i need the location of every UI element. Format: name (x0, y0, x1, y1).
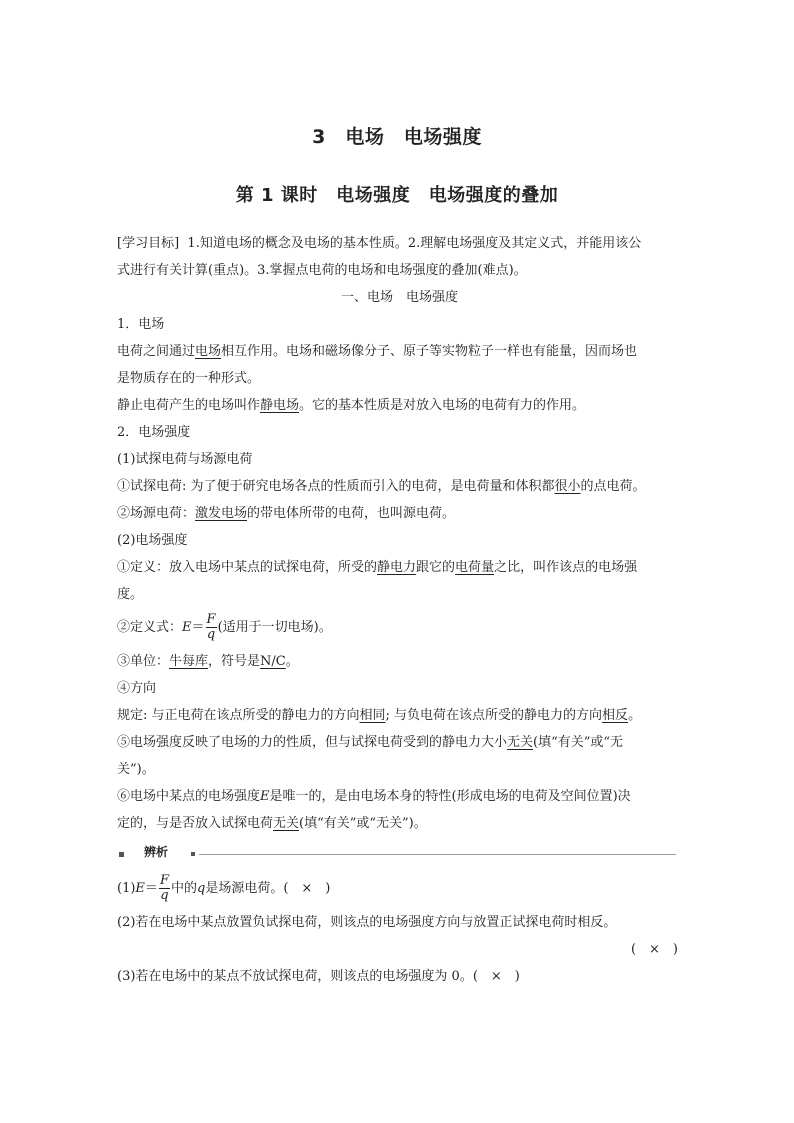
analysis-label: 辨析 (144, 845, 169, 859)
learning-goals-line-2: 式进行有关计算(重点)。3.掌握点电荷的电场和电场强度的叠加(难点)。 (117, 263, 527, 278)
analysis-question-3: (3)若在电场中的某点不放试探电荷，则该点的电场强度为 0。( × ) (117, 969, 520, 984)
paragraph-force-property: ⑤电场强度反映了电场的力的性质，但与试探电荷受到的静电力大小无关(填“有关”或“无 (117, 735, 624, 750)
paragraph-unit: ③单位：牛每库，符号是N/C。 (117, 654, 299, 669)
paragraph-direction: 规定: 与正电荷在该点所受的静电力的方向相同; 与负电荷在该点所受的静电力的方向相反。 (117, 708, 642, 723)
section-title: 一、电场 电场强度 (340, 290, 458, 305)
analysis-divider (117, 839, 682, 869)
analysis-question-1: (1)E＝ $\frac{F}{q}$ 中的q是场源电荷。( × ) (117, 873, 331, 903)
fraction-f-over-q: $\frac{F}{q}$ (159, 873, 169, 903)
heading-field-strength: 2．电场强度 (117, 425, 191, 440)
subheading-field-strength: (2)电场强度 (117, 533, 188, 548)
paragraph-definition: ①定义：放入电场中某点的试探电荷，所受的静电力跟它的电荷量之比，叫作该点的电场强 (117, 560, 638, 575)
main-content (117, 230, 682, 990)
heading-electric-field: 1．电场 (117, 317, 165, 332)
square-bullet-icon (119, 852, 124, 857)
paragraph-force-property-cont: 关”)。 (117, 762, 155, 777)
subheading-test-source-charge: (1)试探电荷与场源电荷 (117, 452, 253, 467)
paragraph-test-charge: ①试探电荷: 为了便于研究电场各点的性质而引入的电荷，是电荷量和体积都很小的点电荷。 (117, 479, 646, 494)
dot-bullet-icon (191, 852, 195, 856)
divider-rule (199, 854, 676, 855)
paragraph-electric-field-1: 电荷之间通过电场相互作用。电场和磁场像分子、原子等实物粒子一样也有能量，因而场也 (117, 344, 638, 359)
paragraph-uniqueness: ⑥电场中某点的电场强度E是唯一的，是由电场本身的特性(形成电场的电荷及空间位置)决 (117, 789, 631, 804)
paragraph-source-charge: ②场源电荷：激发电场的带电体所带的电荷，也叫源电荷。 (117, 506, 456, 521)
definition-formula: ②定义式：E＝ $\frac{F}{q}$ (适用于一切电场)。 (117, 612, 332, 642)
fraction-f-over-q: $\frac{F}{q}$ (206, 612, 216, 642)
paragraph-electrostatic-field: 静止电荷产生的电场叫作静电场。它的基本性质是对放入电场的电荷有力的作用。 (117, 398, 586, 413)
paragraph-electric-field-2: 是物质存在的一种形式。 (117, 371, 261, 386)
learning-goals-label: [学习目标] (117, 236, 180, 251)
page-title: 3 电场 电场强度 (312, 126, 482, 148)
lesson-subtitle: 第 1 课时 电场强度 电场强度的叠加 (235, 185, 559, 206)
learning-goals-line-1: [学习目标] 1.知道电场的概念及电场的基本性质。2.理解电场强度及其定义式，并能用该公 (117, 236, 642, 251)
paragraph-uniqueness-cont: 定的，与是否放入试探电荷无关(填“有关”或“无关”)。 (117, 816, 427, 831)
heading-direction: ④方向 (117, 681, 157, 696)
analysis-question-2: (2)若在电场中某点放置负试探电荷，则该点的电场强度方向与放置正试探电荷时相反。 (117, 915, 617, 930)
analysis-question-2-answer: ( × ) (630, 942, 678, 957)
paragraph-definition-cont: 度。 (117, 587, 144, 602)
